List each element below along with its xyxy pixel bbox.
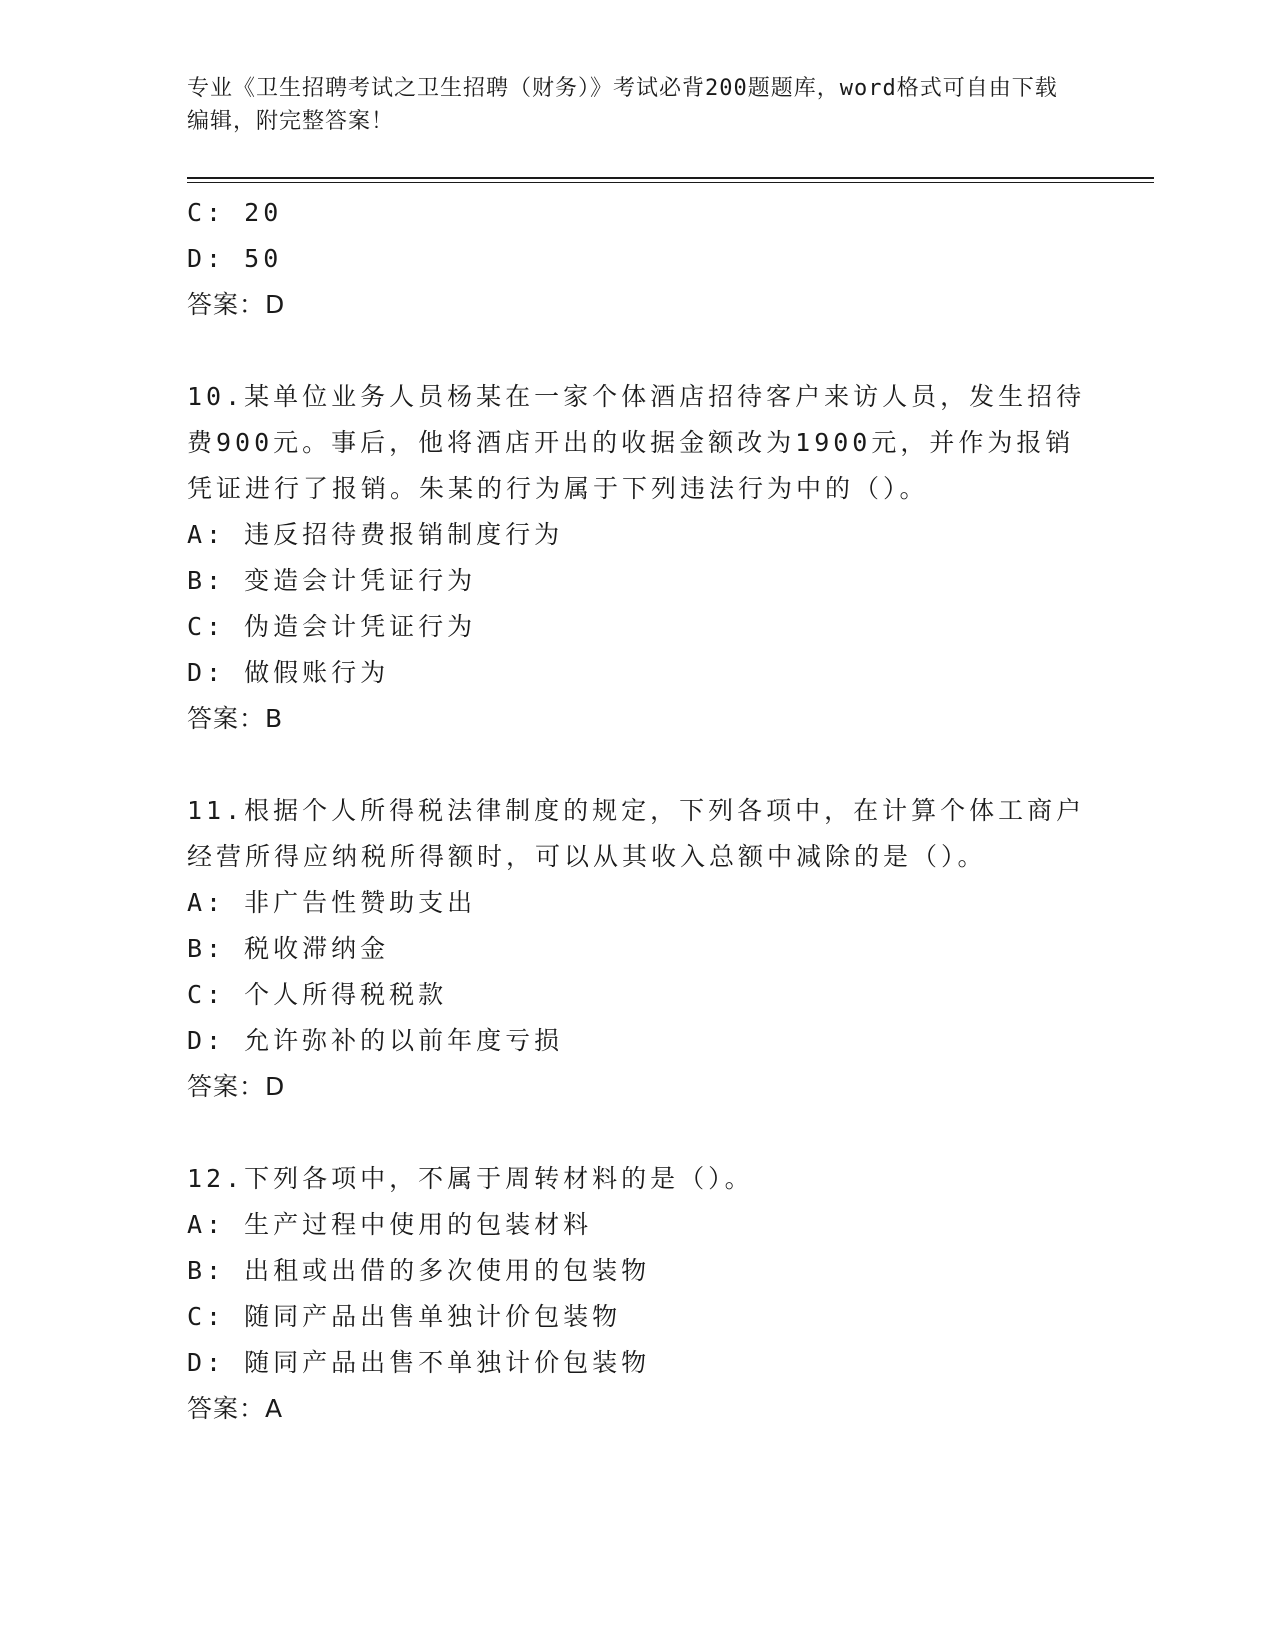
spacer [187,1110,1087,1156]
option-c: C: 20 [187,198,283,227]
option-d: D: 做假账行为 [187,658,390,687]
option-d: D: 50 [187,244,283,273]
option-d: D: 允许弥补的以前年度亏损 [187,1026,564,1055]
option-d: D: 随同产品出售不单独计价包装物 [187,1348,651,1377]
question-stem: 10.某单位业务人员杨某在一家个体酒店招待客户来访人员，发生招待费900元。事后，他将酒店开出的收据金额改为1900元，并作为报销凭证进行了报销。朱某的行为属于下列违法行为中的（）。 [187,382,1086,503]
spacer [187,328,1087,374]
header-divider-thick [187,177,1154,179]
option-b: B: 出租或出借的多次使用的包装物 [187,1256,651,1285]
option-c: C: 伪造会计凭证行为 [187,612,477,641]
question-stem: 12.下列各项中，不属于周转材料的是（）。 [187,1164,754,1193]
document-header: 专业《卫生招聘考试之卫生招聘（财务）》考试必背200题题库，word格式可自由下载编辑，附完整答案！ [187,76,1058,134]
option-a: A: 违反招待费报销制度行为 [187,520,564,549]
option-c: C: 个人所得税税款 [187,980,448,1009]
answer-line: 答案：D [187,290,286,319]
answer-line: 答案：B [187,704,284,733]
document-body [187,190,1087,1432]
question-stem: 11.根据个人所得税法律制度的规定，下列各项中，在计算个体工商户经营所得应纳税所得额时，可以从其收入总额中减除的是（）。 [187,796,1086,871]
answer-line: 答案：A [187,1394,284,1423]
option-c: C: 随同产品出售单独计价包装物 [187,1302,622,1331]
header-divider-thin [187,182,1154,183]
question-block [187,374,1087,742]
option-b: B: 税收滞纳金 [187,934,390,963]
option-a: A: 非广告性赞助支出 [187,888,477,917]
option-b: B: 变造会计凭证行为 [187,566,477,595]
option-a: A: 生产过程中使用的包装材料 [187,1210,593,1239]
answer-line: 答案：D [187,1072,286,1101]
spacer [187,742,1087,788]
question-block [187,1156,1087,1432]
question-block [187,788,1087,1110]
